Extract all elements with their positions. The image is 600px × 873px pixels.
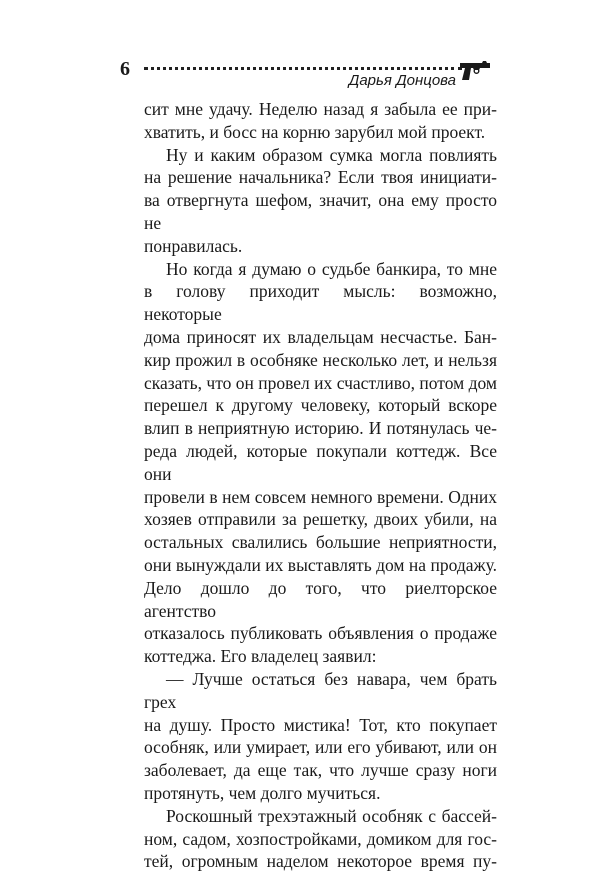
text-line: понравилась.: [144, 235, 243, 256]
text-line: отказалось публиковать объявления о продаже: [144, 623, 497, 644]
text-line: ном, садом, хозпостройками, домиком для гос-: [144, 828, 497, 849]
text-line: сит мне удачу. Неделю назад я забыла ее при-: [144, 99, 497, 119]
text-line: Дело дошло до того, что риелторское агентство: [144, 577, 497, 621]
text-line: хватить, и босс на корню зарубил мой проект.: [144, 121, 486, 142]
page-number: 6: [120, 58, 130, 80]
text-line: на душу. Просто мистика! Тот, кто покупает: [144, 714, 497, 735]
text-line: провели в нем совсем немного времени. Одних: [144, 486, 497, 507]
text-line: они вынуждали их выставлять дом на продажу.: [144, 554, 497, 575]
running-head-author: Дарья Донцова: [348, 72, 456, 89]
text-line: кир прожил в особняке несколько лет, и нельзя: [144, 349, 497, 370]
text-line: — Лучше остаться без навара, чем брать грех: [144, 668, 497, 712]
text-line: заболевает, да еще так, что лучше сразу ноги: [144, 760, 497, 781]
revolver-icon: [458, 56, 492, 82]
running-header: [120, 56, 492, 92]
text-line: влип в неприятную историю. И потянулась че-: [144, 418, 497, 439]
text-line: дома приносят их владельцам несчастье. Бан-: [144, 326, 497, 347]
text-line: в голову приходит мысль: возможно, некоторые: [144, 281, 497, 325]
text-line: Ну и каким образом сумка могла повлиять: [166, 144, 497, 165]
text-line: сказать, что он провел их счастливо, потом дом: [144, 372, 497, 393]
text-line: ва отвергнута шефом, значит, она ему просто не: [144, 190, 497, 233]
text-line: Роскошный трехэтажный особняк с бассей-: [166, 805, 497, 826]
text-line: особняк, или умирает, или его убивают, или он: [144, 737, 497, 758]
text-line: остальных свалились большие неприятности,: [144, 532, 497, 553]
text-line: протянуть, чем долго мучиться.: [144, 782, 381, 803]
dotted-rule: [144, 67, 462, 70]
text-line: на решение начальника? Если твоя инициати-: [144, 167, 497, 188]
text-line: коттеджа. Его владелец заявил:: [144, 646, 377, 667]
body-text: [144, 98, 497, 873]
text-line: тей, огромным наделом некоторое время пу-: [144, 851, 497, 872]
text-line: хозяев отправили за решетку, двоих убили, на: [144, 509, 497, 530]
text-line: Но когда я думаю о судьбе банкира, то мне: [166, 258, 497, 279]
text-line: перешел к другому человеку, который вскоре: [144, 395, 497, 416]
text-line: реда людей, которые покупали коттедж. Все они: [144, 440, 497, 484]
